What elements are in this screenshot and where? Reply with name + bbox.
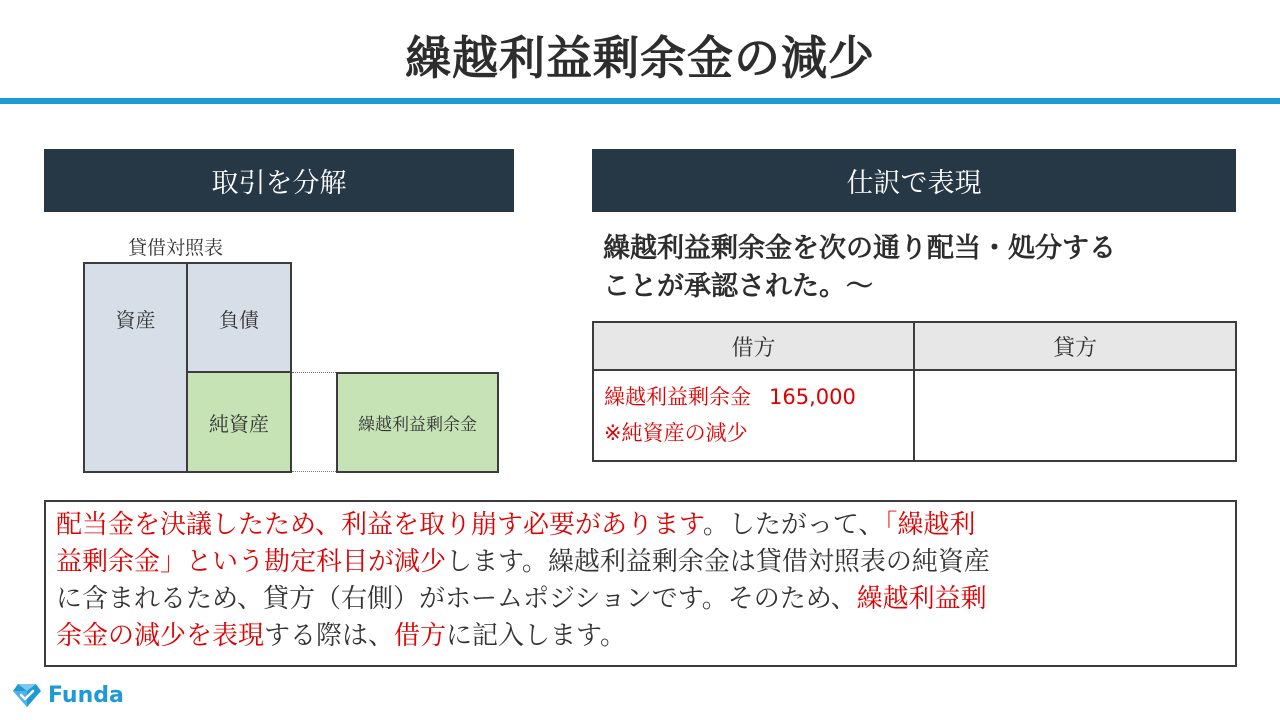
funda-logo [12, 682, 124, 708]
debit-account: 繰越利益剰余金 [604, 385, 751, 409]
credit-header: 貸方 [915, 323, 1235, 371]
journal-column-divider [913, 371, 915, 460]
debit-header: 借方 [594, 323, 915, 371]
explanation-text: 。したがって、 [702, 510, 885, 540]
section-header-journal: 仕訳で表現 [592, 149, 1236, 212]
connector-bottom-dotted [292, 471, 336, 472]
bs-net-assets-box [186, 371, 292, 473]
bs-net-assets-label: 純資産 [209, 411, 269, 436]
explanation-text: します。繰越利益剰余金は貸借対照表の純資産 [446, 547, 990, 577]
bs-retained-earnings-box [336, 372, 499, 473]
debit-amount: 165,000 [769, 385, 856, 409]
debit-note: ※純資産の減少 [604, 421, 748, 445]
explanation-highlight: 繰越利益剰 [856, 584, 987, 614]
bs-liabilities-label: 負債 [219, 308, 259, 332]
explanation-highlight: 余金の減少を表現 [56, 621, 265, 651]
explanation-line-2 [56, 544, 1235, 581]
logo-text: Funda [48, 682, 124, 708]
explanation-text: に記入します。 [446, 621, 626, 651]
explanation-line-4 [56, 618, 1235, 655]
explanation-box [44, 500, 1237, 667]
explanation-highlight: 借方 [394, 621, 447, 651]
statement-line-2: ことが承認された。〜 [603, 271, 873, 302]
section-header-breakdown: 取引を分解 [44, 149, 514, 212]
explanation-line-1 [56, 507, 1235, 544]
transaction-statement [603, 230, 1233, 306]
explanation-highlight: 「繰越利 [884, 510, 976, 540]
page-title: 繰越利益剰余金の減少 [405, 31, 875, 85]
funda-diamond-icon [12, 682, 42, 708]
connector-top-dotted [292, 372, 336, 373]
bs-retained-earnings-label: 繰越利益剰余金 [358, 415, 477, 435]
explanation-line-3 [56, 581, 1235, 618]
explanation-text: に含まれるため、貸方（右側）がホームポジションです。そのため、 [56, 584, 857, 614]
journal-entry-table [592, 321, 1237, 462]
title-divider [0, 98, 1280, 104]
explanation-text: する際は、 [264, 621, 395, 651]
bs-liabilities-box [186, 262, 292, 373]
statement-line-1: 繰越利益剰余金を次の通り配当・処分する [603, 233, 1116, 264]
debit-entry [604, 379, 856, 451]
bs-assets-box [83, 262, 188, 473]
balance-sheet-title: 貸借対照表 [128, 237, 224, 259]
bs-assets-label: 資産 [115, 308, 156, 332]
explanation-highlight: 配当金を決議したため、利益を取り崩す必要があります [56, 510, 703, 540]
explanation-highlight: 益剰余金」という勘定科目が減少 [56, 547, 447, 577]
